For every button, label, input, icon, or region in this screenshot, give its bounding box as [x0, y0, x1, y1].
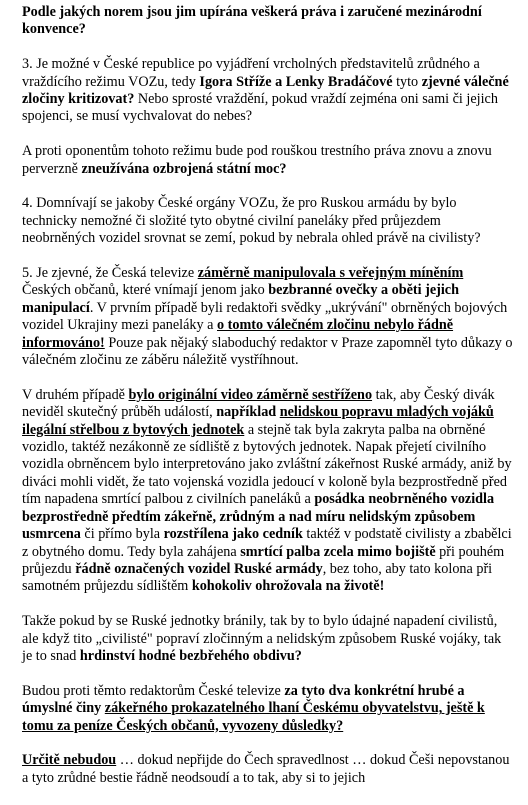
text-run: při pouhém průjezdu — [22, 543, 505, 577]
paragraph-point-4 — [22, 195, 514, 247]
text-run: taktéž v podstatě civilisty a zbabělci z obytného domu. Tedy byla zahájena — [22, 526, 512, 560]
paragraph-civilians — [22, 613, 514, 665]
bold-text: zneužívána ozbrojená státní moc? — [81, 160, 287, 177]
paragraph-point-3 — [22, 56, 514, 126]
bold-underlined-text: zákeřného prokazatelného lhaní Českému obyvatelstvu, ještě k tomu za peníze Českých občanů, vyvozeny důsledky? — [22, 700, 485, 734]
bold-text: řádně označených vozidel Ruské armády — [75, 560, 323, 577]
text-run: 5. Je zjevné, že Česká televize — [22, 265, 198, 282]
bold-text: smrtící palba zcela mimo bojiště — [240, 543, 436, 560]
text-run: Nebo sprosté vraždění, pokud vraždí zejména oni sami či jejich spojenci, se musí vychvalovat do nebes? — [22, 91, 498, 125]
text-run: … dokud nepřijde do Čech spravedlnost … dokud Češi nepovstanou a tyto zrůdné bestie řádně neodsoudí a to tak, aby si to jejich — [22, 752, 510, 786]
bold-text: například — [216, 404, 277, 421]
text-run: A proti oponentům tohoto režimu bude pod rouškou trestního práva znovu a znovu perverzně — [22, 143, 492, 177]
text-run: Takže pokud by se Ruské jednotky bránily, tak by to bylo údajné napadení civilistů, ale když tito „civilisté" popraví zločinným a nelidským způsobem Ruské vojáky, tak je to snad — [22, 613, 502, 664]
paragraph-second-case — [22, 387, 514, 596]
bold-text: za tyto dva konkrétní hrubé a úmyslné činy — [22, 682, 465, 717]
document-page — [22, 4, 514, 805]
bold-text: bezbranné ovečky a oběti jejich manipulací — [22, 282, 459, 316]
paragraph-state-power — [22, 143, 514, 178]
paragraph-consequences — [22, 683, 514, 735]
bold-text: hrdinství hodné bezbřehého obdivu? — [79, 647, 302, 664]
text-run: či přímo byla — [80, 526, 164, 543]
bold-text: rozstřílena jako cedník — [163, 526, 303, 543]
text-run: V druhém případě — [22, 386, 129, 403]
bold-text: posádka neobrněného vozidla bezprostředně předtím zákeřně, zrůdným a nad míru nelidským způsobem usmrcena — [22, 491, 495, 543]
text-run: Budou proti těmto redaktorům České televize — [22, 682, 285, 699]
text-run: tak, aby Český divák neviděl skutečný průběh událostí, — [22, 386, 495, 421]
text-run: , bez toho, aby tato kolona při samotném průjezdu sídlištěm — [22, 560, 493, 595]
text-run: . V prvním případě byli redaktoři svědky „ukrývání" obrněných bojových vozidel Ukrajiny mezi paneláky a — [22, 299, 508, 334]
bold-text: zjevné válečné zločiny kritizovat? — [22, 73, 509, 108]
text-run: 3. Je možné v České republice po vyjádření vrcholných představitelů zrůdného a vraždícího režimu VOZu, tedy — [22, 56, 480, 90]
bold-underlined-text: bylo originální video záměrně sestříženo — [128, 386, 373, 403]
text-run: Pouze pak nějaký slaboduchý redaktor v Praze zapomněl tyto důkazy o válečném zločinu ze záběru náležitě vystříhnout. — [22, 334, 513, 369]
bold-underlined-text: o tomto válečném zločinu nebylo řádně informováno! — [22, 317, 454, 351]
paragraph-conclusion — [22, 752, 514, 787]
text-run: 4. Domnívají se jakoby České orgány VOZu, že pro Ruskou armádu by bylo technicky nemožné či složité tyto obytné civilní paneláky před průjezdem neobrněných vozidel srovnat se zemí, pokud by nebrala ohled právě na civilisty? — [22, 195, 481, 247]
paragraph-point-5 — [22, 265, 514, 369]
bold-text: kohokoliv ohrožovala na životě! — [191, 578, 385, 595]
bold-underlined-text: záměrně manipulovala s veřejným míněním — [197, 265, 464, 282]
text-run: a stejně tak byla zakryta palba na obrněné vozidlo, taktéž nezákonně ze sídliště z bytových jednotek. Napak přejetí civilního vozidla obrněncem bylo interpretováno jako zvláštní zákeřnost Ruské armády, aniž by diváci mohli vidět, že tato vojenská vozidla jedoucí v koloně byla bezprostředně před tím napadena smrtící palbou z civilních paneláků a — [22, 421, 512, 508]
text-run: tyto — [392, 73, 422, 90]
text-run: Českých občanů, které vnímají jenom jako — [22, 282, 269, 299]
bold-text: Podle jakých norem jsou jim upírána veškerá práva i zaručené mezinárodní konvence? — [22, 4, 482, 38]
bold-underlined-text: nelidskou popravu mladých vojáků ilegální střelbou z bytových jednotek — [22, 404, 494, 438]
bold-underlined-text: Určitě nebudou — [22, 752, 117, 769]
bold-text: Igora Stříže a Lenky Bradáčové — [199, 73, 393, 90]
question-heading — [22, 4, 514, 39]
